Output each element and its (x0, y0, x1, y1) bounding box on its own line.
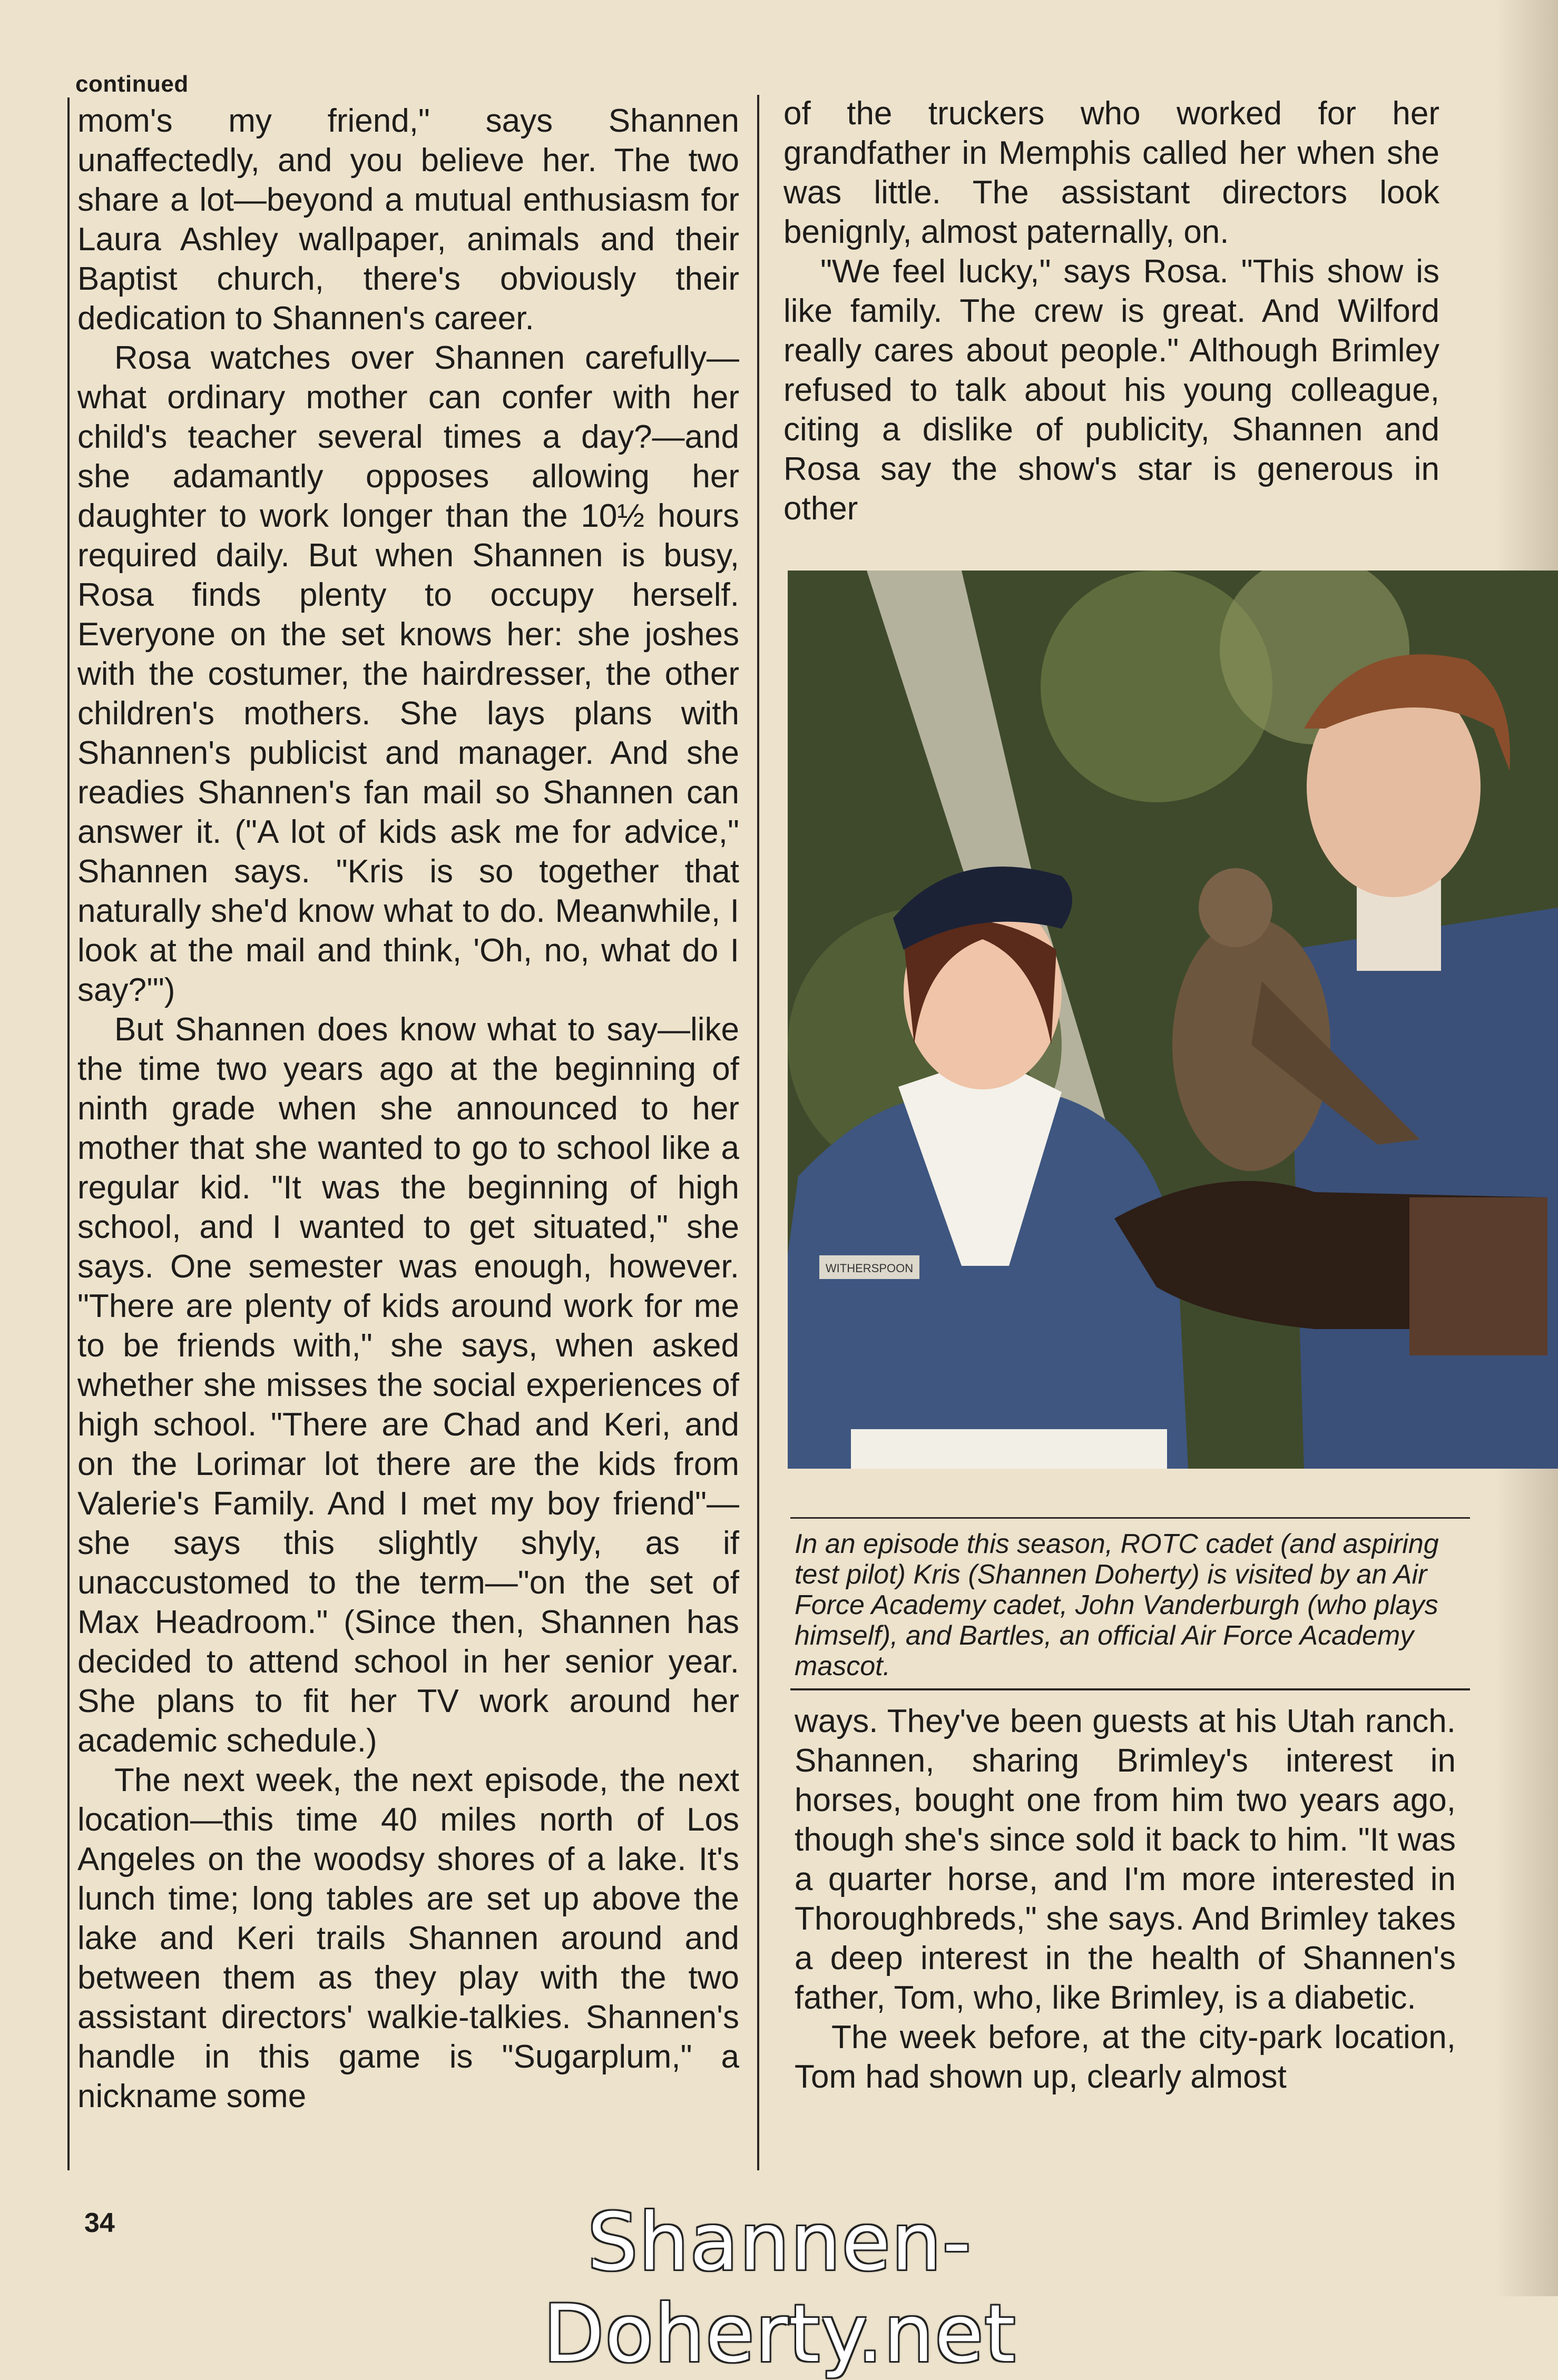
column1-left-rule (67, 97, 70, 2170)
caption-bottom-rule (790, 1688, 1470, 1690)
paragraph: But Shannen does know what to say—like the time two years ago at the beginning of ninth grade when she announced to her mother that she wanted to go to school like a regular kid. "It was the beginning of high school, and I wanted to get situated," she says. One semester was enough, however. "There are plenty of kids around work for me to be friends with," she says, when asked whether she misses the social experiences of high school. "There are Chad and Keri, and on the Lorimar lot there are the kids from Valerie's Family. And I met my boy friend"—she says this slightly shyly, as if unaccustomed to the term—"on the set of Max Headroom." (Since then, Shannen has decided to attend school in her senior year. She plans to fit her TV work around her academic schedule.) (77, 1011, 739, 1759)
watermark: Shannen-Doherty.net (543, 2197, 1017, 2380)
paragraph: Rosa watches over Shannen carefully—what ordinary mother can confer with her child's teacher several times a day?—and she adamantly opposes allowing her daughter to work longer than the 10½ hours required daily. But when Shannen is busy, Rosa finds plenty to occupy herself. Everyone on the set knows her: she joshes with the costumer, the hairdresser, the other children's mothers. She lays plans with Shannen's publicist and manager. And she readies Shannen's fan mail so Shannen can answer it. ("A lot of kids ask me for advice," Shannen says. "Kris is so together that naturally she'd know what to do. Meanwhile, I look at the mail and think, 'Oh, no, what do I say?'") (77, 340, 739, 1008)
caption-top-rule (790, 1517, 1470, 1519)
photo-caption: In an episode this season, ROTC cadet (and aspiring test pilot) Kris (Shannen Doherty) is visited by an Air Force Academy cadet, John Vanderburgh (who plays himself), and Bartles, an official Air Force Academy mascot. (795, 1529, 1439, 1681)
continued-label: continued (75, 71, 189, 97)
column-divider-rule (757, 95, 759, 2170)
column-2-bottom (795, 1702, 1456, 2097)
paragraph: The next week, the next episode, the next location—this time 40 miles north of Los Angeles on the woodsy shores of a lake. It's lunch time; long tables are set up above the lake and Keri trails Shannen around and between them as they play with the two assistant directors' walkie-talkies. Shannen's handle in this game is "Sugarplum," a nickname some (77, 1762, 739, 2115)
nametag-text: WITHERSPOON (825, 1262, 914, 1275)
column-1 (77, 101, 739, 2116)
paragraph: The week before, at the city-park location, Tom had shown up, clearly almost (795, 2019, 1456, 2095)
page-number: 34 (84, 2208, 115, 2238)
paragraph: ways. They've been guests at his Utah ranch. Shannen, sharing Brimley's interest in horses, bought one from him two years ago, though she's since sold it back to him. "It was a quarter horse, and I'm more interested in Thoroughbreds," she says. And Brimley takes a deep interest in the health of Shannen's father, Tom, who, like Brimley, is a diabetic. (795, 1703, 1456, 2016)
column-2-top (783, 94, 1439, 528)
paragraph: of the truckers who worked for her grandfather in Memphis called her when she was little. The assistant directors look benignly, almost paternally, on. (783, 95, 1439, 250)
photo-illustration (788, 571, 1558, 1469)
paragraph: "We feel lucky," says Rosa. "This show is like family. The crew is great. And Wilford really cares about people." Although Brimley refused to talk about his young colleague, citing a dislike of publicity, Shannen and Rosa say the show's star is generous in other (783, 253, 1439, 527)
article-photo (788, 571, 1558, 1469)
paragraph: mom's my friend," says Shannen unaffectedly, and you believe her. The two share a lot—beyond a mutual enthusiasm for Laura Ashley wallpaper, animals and their Baptist church, there's obviously their dedication to Shannen's career. (77, 103, 739, 337)
